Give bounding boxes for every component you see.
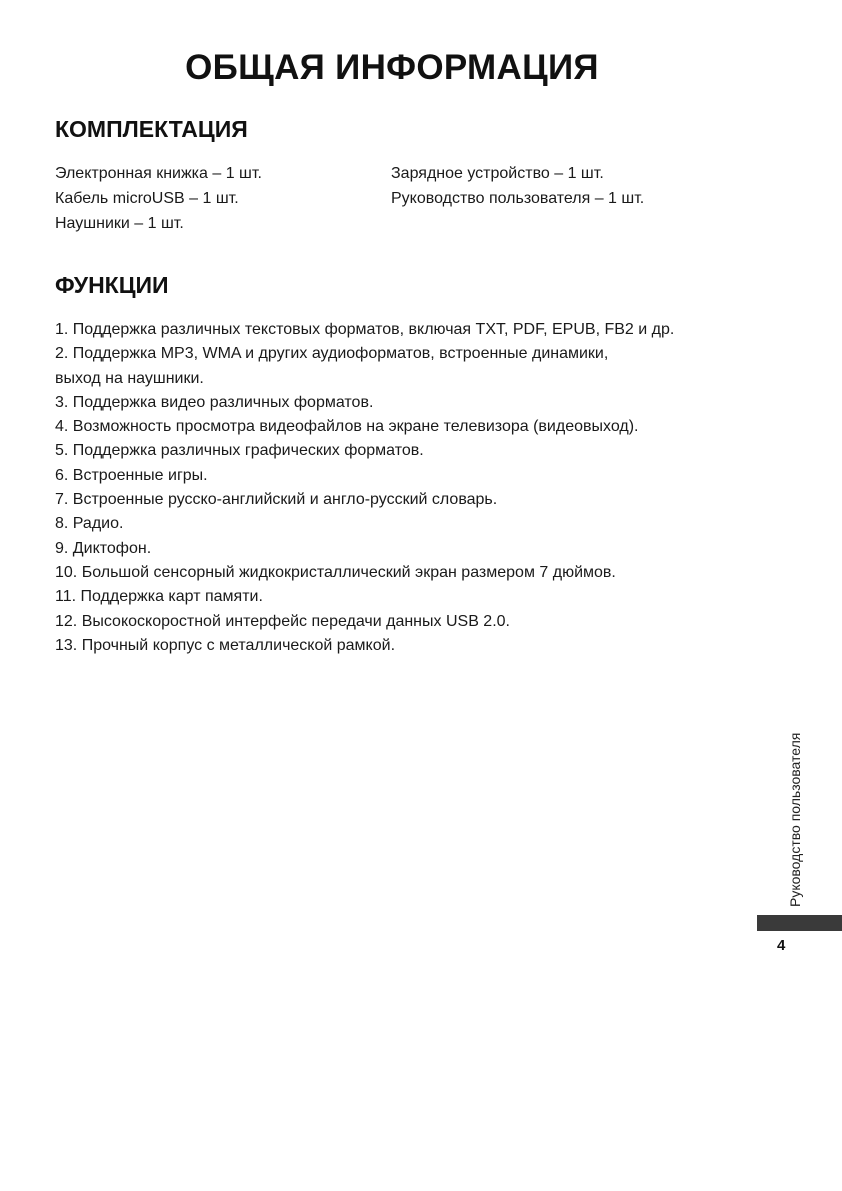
kit-list-left [55,161,262,236]
function-item: 13. Прочный корпус с металлической рамкой. [55,636,396,654]
kit-item: Кабель microUSB – 1 шт. [55,190,239,207]
function-item: 10. Большой сенсорный жидкокристаллический экран размером 7 дюймов. [55,563,616,581]
function-item: 2. Поддержка MP3, WMA и других аудиоформатов, встроенные динамики, [55,345,609,363]
function-item: 5. Поддержка различных графических форматов. [55,442,424,460]
function-item: 1. Поддержка различных текстовых форматов, включая TXT, PDF, EPUB, FB2 и др. [55,321,675,338]
kit-item: Наушники – 1 шт. [55,215,184,232]
functions-list [55,318,755,658]
function-item: 7. Встроенные русско-английский и англо-русский словарь. [55,491,498,509]
kit-item: Электронная книжка – 1 шт. [55,165,262,182]
kit-heading: КОМПЛЕКТАЦИЯ [55,116,248,142]
function-item: 4. Возможность просмотра видеофайлов на экране телевизора (видеовыход). [55,418,639,436]
function-item: 9. Диктофон. [55,539,152,557]
function-item: 8. Радио. [55,515,124,533]
function-item: 6. Встроенные игры. [55,466,208,484]
kit-item: Зарядное устройство – 1 шт. [391,165,604,182]
page-number: 4 [777,937,786,954]
function-item: выход на наушники. [55,369,204,387]
kit-item: Руководство пользователя – 1 шт. [391,190,645,207]
function-item: 12. Высокоскоростной интерфейс передачи данных USB 2.0. [55,612,510,630]
function-item: 3. Поддержка видео различных форматов. [55,393,374,411]
sidebar-manual-label: Руководство пользователя [787,732,803,907]
page-title: ОБЩАЯ ИНФОРМАЦИЯ [185,48,599,87]
kit-list-right [391,161,644,211]
function-item: 11. Поддержка карт памяти. [55,588,263,606]
sidebar-page-tab [757,915,842,931]
functions-heading: ФУНКЦИИ [55,272,169,298]
